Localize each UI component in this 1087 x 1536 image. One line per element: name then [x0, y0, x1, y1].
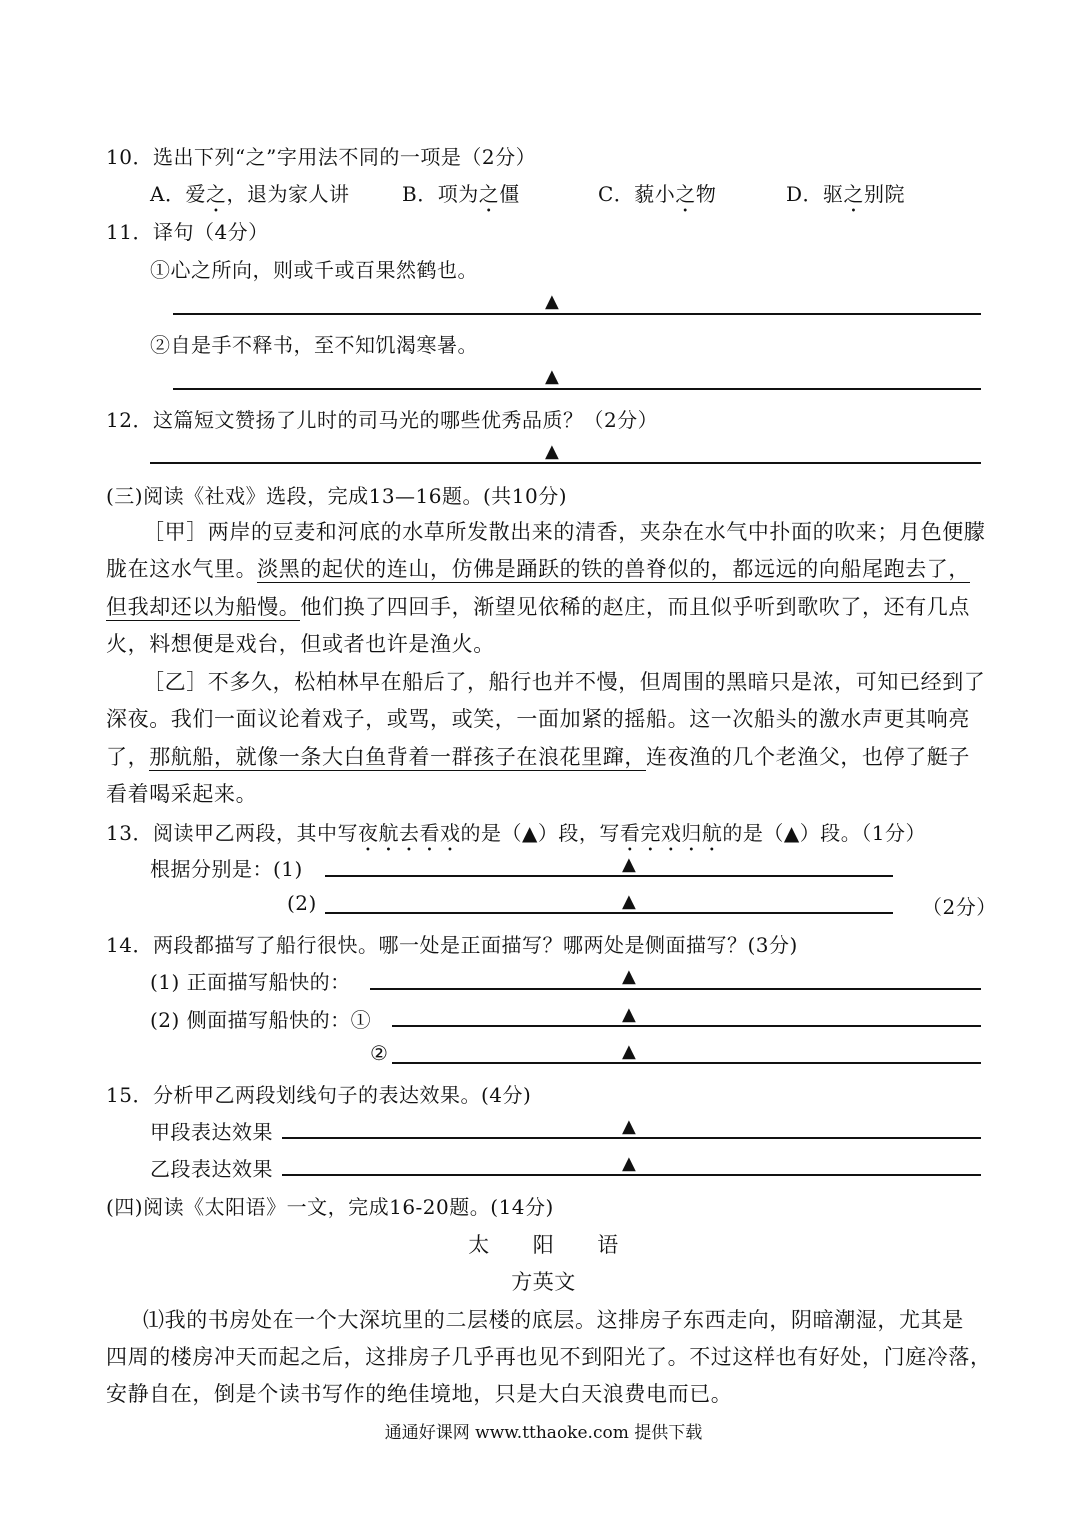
q14-row-2-label: (2) 侧面描写船快的：① [150, 1008, 372, 1032]
page-footer: 通通好课网 www.tthaoke.com 提供下载 [384, 1423, 703, 1443]
answer-marker-icon: ▲ [622, 1004, 636, 1025]
passage-jia-line-3: 但我却还以为船慢。他们换了四回手，渐望见依稀的赵庄，而且似乎听到歌吹了，还有几点 [106, 595, 971, 619]
answer-marker-icon: ▲ [545, 291, 559, 312]
passage-jia-line-4: 火，料想便是戏台，但或者也许是渔火。 [106, 632, 495, 656]
q13-basis-2-label: (2) [287, 891, 317, 915]
q13-answer-line-1[interactable] [325, 875, 893, 877]
article-paragraph-1-line-1: ⑴我的书房处在一个大深坑里的二层楼的底层。这排房子东西走向，阴暗潮湿，尤其是 [143, 1308, 964, 1332]
q13-stem: 13．阅读甲乙两段，其中写夜航去看戏的是（▲）段，写看完戏归航的是（▲）段。（1分） [106, 821, 926, 845]
answer-marker-icon: ▲ [622, 966, 636, 987]
section-3-heading: (三)阅读《社戏》选段，完成13—16题。(共10分) [106, 484, 568, 508]
q14-answer-line-1[interactable] [370, 988, 981, 990]
section-4-heading: (四)阅读《太阳语》一文，完成16-20题。(14分) [106, 1195, 554, 1219]
q10-option-a: A．爱之，退为家人讲 [150, 182, 350, 206]
q14-row-1-label: (1) 正面描写船快的： [150, 970, 351, 994]
answer-marker-icon: ▲ [622, 1116, 636, 1137]
q13-score: （2分） [922, 895, 997, 919]
passage-jia-line-2: 胧在这水气里。淡黑的起伏的连山，仿佛是踊跃的铁的兽脊似的，都远远的向船尾跑去了， [106, 557, 970, 581]
q15-row-1-label: 甲段表达效果 [150, 1120, 273, 1144]
q14-answer-line-3[interactable] [392, 1062, 981, 1064]
q11-answer-line-2[interactable] [173, 388, 981, 390]
q11-sentence-2: ②自是手不释书，至不知饥渴寒暑。 [150, 333, 478, 357]
q12-stem: 12．这篇短文赞扬了儿时的司马光的哪些优秀品质？（2分） [106, 408, 659, 432]
q13-basis-label: 根据分别是：(1) [150, 857, 303, 881]
underlined-sentence-jia: 淡黑的起伏的连山，仿佛是踊跃的铁的兽脊似的，都远远的向船尾跑去了， [257, 557, 970, 581]
q15-stem: 15．分析甲乙两段划线句子的表达效果。(4分) [106, 1083, 532, 1107]
q14-answer-line-2[interactable] [392, 1025, 981, 1027]
passage-yi-line-3: 了，那航船，就像一条大白鱼背着一群孩子在浪花里蹿，连夜渔的几个老渔父，也停了艇子 [106, 745, 971, 769]
q11-answer-line-1[interactable] [173, 313, 981, 315]
underlined-sentence-jia: 但我却还以为船慢。 [106, 595, 301, 619]
article-paragraph-1-line-3: 安静自在，倒是个读书写作的绝佳境地，只是大白天浪费电而已。 [106, 1382, 733, 1406]
underlined-sentence-yi: 那航船，就像一条大白鱼背着一群孩子在浪花里蹿， [149, 745, 647, 769]
q15-row-2-label: 乙段表达效果 [150, 1157, 273, 1181]
q11-sentence-1: ①心之所向，则或千或百果然鹤也。 [150, 258, 478, 282]
article-author: 方英文 [511, 1270, 576, 1294]
passage-yi-line-1: ［乙］不多久，松柏林早在船后了，船行也并不慢，但周围的黑暗只是浓，可知已经到了 [143, 670, 986, 694]
q12-answer-line[interactable] [150, 462, 981, 464]
answer-marker-icon: ▲ [622, 891, 636, 912]
q15-answer-line-1[interactable] [282, 1137, 981, 1139]
article-title: 太 阳 语 [468, 1233, 619, 1257]
answer-marker-icon: ▲ [622, 1041, 636, 1062]
q10-option-b: B．项为之僵 [402, 182, 520, 206]
passage-yi-line-2: 深夜。我们一面议论着戏子，或骂，或笑，一面加紧的摇船。这一次船头的激水声更其响亮 [106, 707, 970, 731]
q15-answer-line-2[interactable] [282, 1174, 981, 1176]
answer-marker-icon: ▲ [622, 1153, 636, 1174]
q13-answer-line-2[interactable] [325, 912, 893, 914]
q14-row-3-label: ② [370, 1041, 389, 1065]
q11-stem: 11．译句（4分） [106, 220, 269, 244]
article-paragraph-1-line-2: 四周的楼房冲天而起之后，这排房子几乎再也见不到阳光了。不过这样也有好处，门庭冷落， [106, 1345, 992, 1369]
answer-marker-icon: ▲ [545, 441, 559, 462]
answer-marker-icon: ▲ [545, 366, 559, 387]
q10-option-c: C．藐小之物 [598, 182, 717, 206]
q10-option-d: D．驱之别院 [786, 182, 906, 206]
passage-yi-line-4: 看着喝采起来。 [106, 782, 258, 806]
passage-jia-line-1: ［甲］两岸的豆麦和河底的水草所发散出来的清香，夹杂在水气中扑面的吹来；月色便朦 [143, 520, 986, 544]
answer-marker-icon: ▲ [622, 854, 636, 875]
q14-stem: 14．两段都描写了船行很快。哪一处是正面描写？哪两处是侧面描写？(3分) [106, 933, 798, 957]
q10-stem: 10．选出下列“之”字用法不同的一项是（2分） [106, 145, 537, 169]
